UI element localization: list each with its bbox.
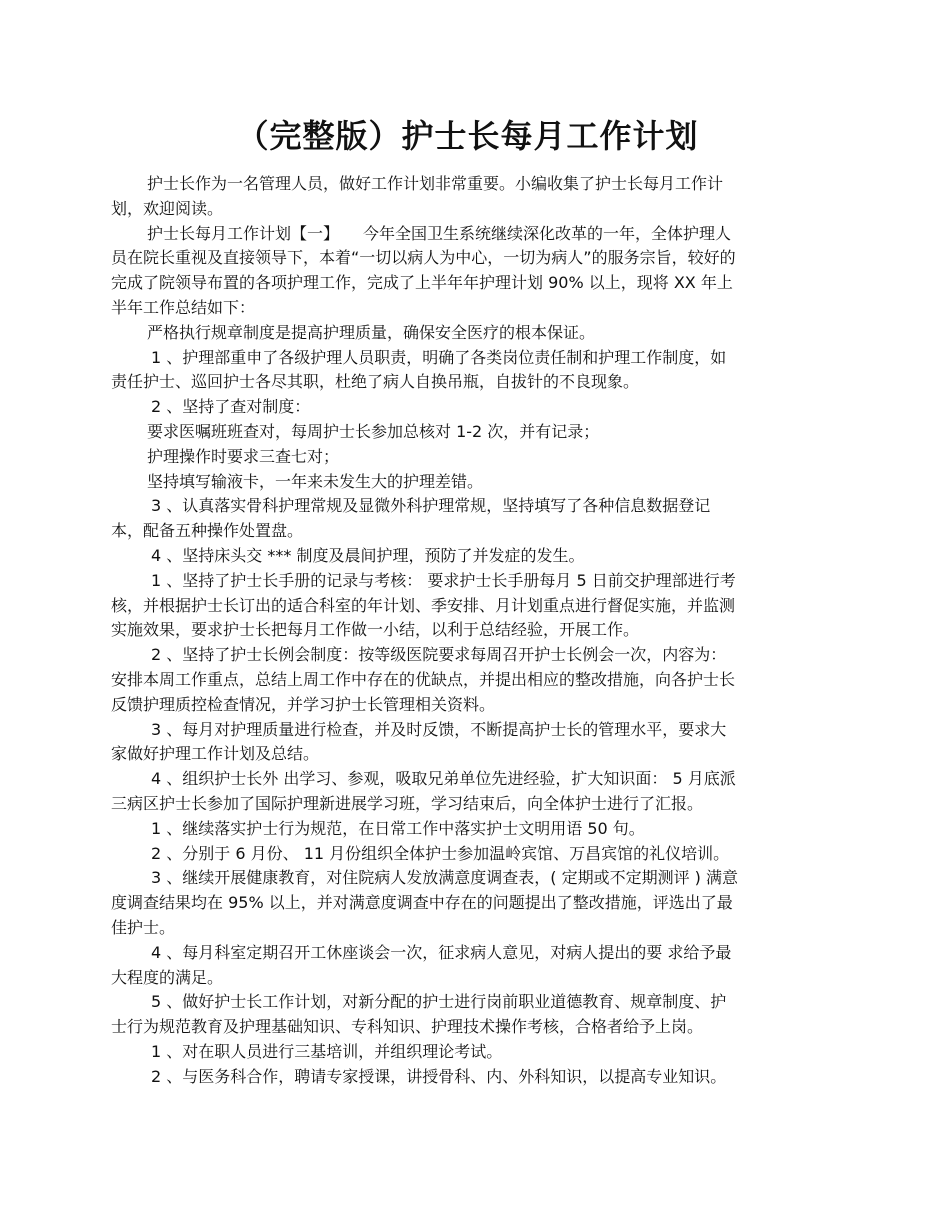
text-line: 1 、对在职人员进行三基培训，并组织理论考试。	[151, 1041, 503, 1061]
text-line: 大程度的满足。	[111, 967, 224, 987]
text-line: 3 、每月对护理质量进行检查，并及时反馈，不断提高护士长的管理水平，要求大	[151, 719, 727, 739]
text-line: 护士长每月工作计划【一】 今年全国卫生系统继续深化改革的一年，全体护理人	[147, 223, 732, 243]
text-line: 实施效果，要求护士长把每月工作做一小结，以利于总结经验，开展工作。	[111, 620, 640, 640]
text-line: 坚持填写输液卡，一年来未发生大的护理差错。	[147, 471, 484, 491]
text-line: 度调查结果均在 95% 以上，并对满意度调查中存在的问题提出了整改措施，评选出了最	[111, 893, 733, 913]
text-line: 家做好护理工作计划及总结。	[111, 744, 320, 764]
text-line: 员在院长重视及直接领导下，本着“一切以病人为中心，一切为病人”的服务宗旨，较好的	[111, 248, 736, 268]
text-line: 4 、每月科室定期召开工休座谈会一次，征求病人意见，对病人提出的要 求给予最	[151, 942, 732, 962]
text-line: 护理操作时要求三查七对；	[147, 446, 340, 466]
text-line: 责任护士、巡回护士各尽其职，杜绝了病人自换吊瓶，自拔针的不良现象。	[111, 372, 640, 392]
text-line: 安排本周工作重点，总结上周工作中存在的优缺点，并提出相应的整改措施，向各护士长	[111, 669, 736, 689]
text-line: 要求医嘱班班查对，每周护士长参加总核对 1-2 次，并有记录；	[147, 421, 600, 441]
text-line: 2 、坚持了查对制度：	[151, 397, 311, 417]
text-line: 1 、坚持了护士长手册的记录与考核： 要求护士长手册每月 5 日前交护理部进行考	[151, 570, 736, 590]
text-line: 严格执行规章制度是提高护理质量，确保安全医疗的根本保证。	[147, 322, 596, 342]
text-line: 佳护士。	[111, 917, 176, 937]
text-line: 护士长作为一名管理人员，做好工作计划非常重要。小编收集了护士长每月工作计	[147, 174, 724, 193]
text-line: 2 、分别于 6 月份、 11 月份组织全体护士参加温岭宾馆、万昌宾馆的礼仪培训。	[151, 843, 730, 863]
text-line: 2 、坚持了护士长例会制度：按等级医院要求每周召开护士长例会一次，内容为：	[151, 645, 727, 665]
text-line: 4 、组织护士长外 出学习、参观，吸取兄弟单位先进经验，扩大知识面： 5 月底派	[151, 769, 736, 789]
text-line: 5 、做好护士长工作计划，对新分配的护士进行岗前职业道德教育、规章制度、护	[151, 992, 727, 1012]
document-body	[111, 172, 827, 1089]
text-line: 本，配备五种操作处置盘。	[111, 521, 304, 541]
text-line: 划，欢迎阅读。	[111, 198, 224, 218]
text-line: 1 、继续落实护士行为规范，在日常工作中落实护士文明用语 50 句。	[151, 818, 645, 838]
text-line: 反馈护理质控检查情况，并学习护士长管理相关资料。	[111, 694, 496, 714]
text-line: 4 、坚持床头交 *** 制度及晨间护理，预防了并发症的发生。	[151, 545, 585, 565]
text-line: 半年工作总结如下：	[111, 297, 256, 317]
document-title: （完整版）护士长每月工作计划	[236, 117, 699, 155]
text-line: 1 、护理部重申了各级护理人员职责，明确了各类岗位责任制和护理工作制度，如	[151, 347, 727, 367]
text-line: 2 、与医务科合作，聘请专家授课，讲授骨科、内、外科知识，以提高专业知识。	[151, 1066, 727, 1086]
text-line: 士行为规范教育及护理基础知识、专科知识、护理技术操作考核，合格者给予上岗。	[111, 1017, 704, 1037]
text-line: 完成了院领导布置的各项护理工作，完成了上半年年护理计划 90% 以上，现将 XX 年上	[111, 273, 733, 293]
text-line: 三病区护士长参加了国际护理新进展学习班，学习结束后，向全体护士进行了汇报。	[111, 793, 704, 813]
text-line: 3 、继续开展健康教育，对住院病人发放满意度调查表，( 定期或不定期测评 ) 满意	[151, 868, 739, 888]
text-line: 3 、认真落实骨科护理常规及显微外科护理常规，坚持填写了各种信息数据登记	[151, 496, 711, 516]
text-line: 核，并根据护士长订出的适合科室的年计划、季安排、月计划重点进行督促实施，并监测	[111, 595, 736, 615]
